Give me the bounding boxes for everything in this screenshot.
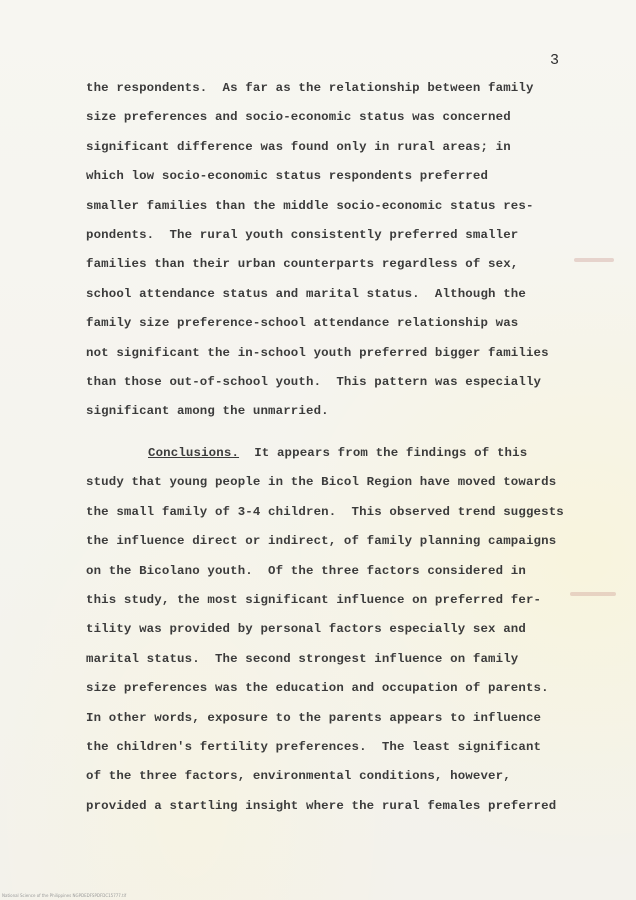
- text-line: smaller families than the middle socio-economic status res-: [86, 198, 534, 213]
- text-line: tility was provided by personal factors especially sex and: [86, 622, 526, 637]
- text-line: on the Bicolano youth. Of the three factors considered in: [86, 563, 526, 578]
- text-line: significant among the unmarried.: [86, 404, 329, 419]
- text-line: size preferences and socio-economic status was concerned: [86, 110, 511, 125]
- text-line: families than their urban counterparts regardless of sex,: [86, 257, 519, 272]
- text-line: size preferences was the education and occupation of parents.: [86, 681, 549, 696]
- scan-footer: National Science of the Philippines NGPDEDFSPDFDC15777.tif: [2, 893, 127, 898]
- section-heading: Conclusions.: [148, 446, 240, 460]
- text-line: not significant the in-school youth preferred bigger families: [86, 345, 549, 360]
- text-line: provided a startling insight where the rural females preferred: [86, 798, 557, 813]
- text-line: family size preference-school attendance relationship was: [86, 316, 519, 331]
- text-line: the respondents. As far as the relationship between family: [86, 81, 534, 95]
- text-line: than those out-of-school youth. This pattern was especially: [86, 374, 542, 389]
- text-line: the small family of 3-4 children. This observed trend suggests: [86, 504, 564, 519]
- text-line: study that young people in the Bicol Region have moved towards: [86, 475, 557, 490]
- page-number: 3: [550, 52, 560, 69]
- text-line: the influence direct or indirect, of family planning campaigns: [86, 534, 557, 549]
- text-line: which low socio-economic status respondents preferred: [86, 169, 489, 184]
- text-line: the children's fertility preferences. The least significant: [86, 739, 542, 754]
- smudge-mark: [574, 258, 614, 262]
- conclusions-first-line: [86, 439, 586, 468]
- text-line: pondents. The rural youth consistently preferred smaller: [86, 227, 519, 242]
- paragraph-results: [86, 74, 586, 427]
- text-line: this study, the most significant influence on preferred fer-: [86, 592, 542, 607]
- text-line: of the three factors, environmental conditions, however,: [86, 769, 511, 784]
- text-fragment: It appears from the findings of this: [239, 446, 528, 460]
- smudge-mark: [570, 592, 616, 596]
- text-line: In other words, exposure to the parents appears to influence: [86, 710, 542, 725]
- text-line: school attendance status and marital status. Although the: [86, 286, 526, 301]
- text-line: significant difference was found only in rural areas; in: [86, 139, 511, 154]
- text-line: marital status. The second strongest influence on family: [86, 651, 519, 666]
- paragraph-conclusions: [86, 439, 586, 821]
